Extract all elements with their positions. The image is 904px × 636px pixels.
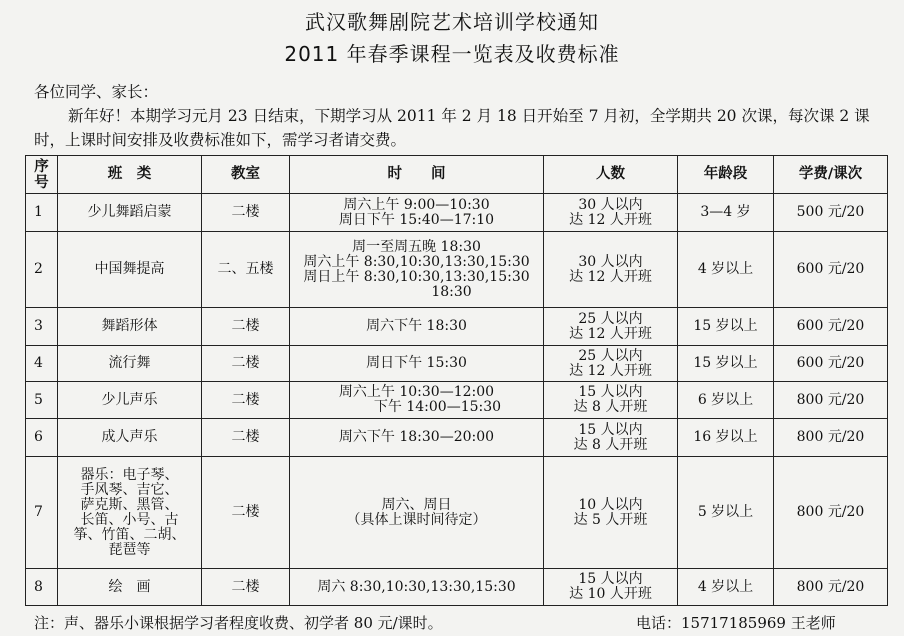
people-line: 30 人以内 — [578, 253, 643, 270]
time-line: 周六、周日 — [381, 496, 452, 513]
people-line: 10 人以内 — [578, 496, 643, 513]
people-line: 达 8 人开班 — [573, 399, 648, 415]
row-people — [544, 419, 678, 457]
time-line: 18:30 — [431, 283, 472, 300]
row-room: 二楼 — [202, 382, 290, 419]
row-room: 二楼 — [202, 457, 290, 569]
time-line: 周六上午 8:30,10:30,13:30,15:30 — [303, 253, 530, 270]
time-line: 周日下午 15:40—17:10 — [338, 211, 495, 228]
people-line: 25 人以内 — [578, 347, 643, 364]
people-line: 30 人以内 — [578, 196, 643, 213]
row-class: 少儿舞蹈启蒙 — [58, 194, 202, 232]
class-line: 长笛、小号、古 — [80, 511, 179, 528]
people-line: 15 人以内 — [578, 384, 643, 400]
row-no: 2 — [26, 232, 58, 308]
table-row — [26, 569, 888, 606]
row-room: 二、五楼 — [202, 232, 290, 308]
people-line: 达 8 人开班 — [573, 436, 648, 453]
row-no: 7 — [26, 457, 58, 569]
row-room: 二楼 — [202, 308, 290, 346]
time-line: 周六下午 18:30—20:00 — [338, 429, 495, 445]
row-people — [544, 382, 678, 419]
row-time — [290, 346, 544, 382]
table-row — [26, 308, 888, 346]
row-age: 15 岁以上 — [678, 346, 774, 382]
table-row — [26, 194, 888, 232]
table-row — [26, 457, 888, 569]
row-time — [290, 232, 544, 308]
table-row — [26, 382, 888, 419]
time-line: 周一至周五晚 18:30 — [352, 238, 481, 255]
time-line: 周六上午 10:30—12:00 — [338, 384, 495, 400]
people-line: 25 人以内 — [578, 310, 643, 327]
table-row — [26, 346, 888, 382]
header-people: 人数 — [544, 156, 678, 194]
time-line: （具体上课时间待定） — [346, 511, 487, 528]
title-line-1: 武汉歌舞剧院艺术培训学校通知 — [305, 10, 599, 34]
people-line: 达 12 人开班 — [569, 362, 652, 379]
people-line: 15 人以内 — [578, 421, 643, 438]
row-fee: 600 元/20 — [774, 346, 888, 382]
class-line: 手风琴、吉它、 — [80, 481, 179, 498]
row-time — [290, 194, 544, 232]
row-class: 流行舞 — [58, 346, 202, 382]
row-people — [544, 346, 678, 382]
row-age: 4 岁以上 — [678, 569, 774, 606]
header-class: 班 类 — [58, 156, 202, 194]
header-room: 教室 — [202, 156, 290, 194]
row-class: 少儿声乐 — [58, 382, 202, 419]
row-age: 16 岁以上 — [678, 419, 774, 457]
row-no: 6 — [26, 419, 58, 457]
row-no: 3 — [26, 308, 58, 346]
header-time: 时 间 — [290, 156, 544, 194]
row-fee: 800 元/20 — [774, 382, 888, 419]
row-class: 成人声乐 — [58, 419, 202, 457]
people-line: 达 5 人开班 — [573, 511, 648, 528]
row-class — [58, 457, 202, 569]
people-line: 15 人以内 — [578, 571, 643, 587]
row-time — [290, 569, 544, 606]
row-fee: 600 元/20 — [774, 232, 888, 308]
header-fee: 学费/课次 — [774, 156, 888, 194]
row-class: 舞蹈形体 — [58, 308, 202, 346]
row-fee: 600 元/20 — [774, 308, 888, 346]
row-people — [544, 308, 678, 346]
class-line: 筝、竹笛、二胡、 — [73, 526, 186, 543]
people-line: 达 12 人开班 — [569, 325, 652, 342]
people-line: 达 10 人开班 — [569, 586, 652, 602]
people-line: 达 12 人开班 — [569, 211, 652, 228]
row-no: 1 — [26, 194, 58, 232]
row-fee: 800 元/20 — [774, 419, 888, 457]
footer-phone: 电话：15717185969 王老师 — [636, 614, 836, 632]
time-line: 周六上午 9:00—10:30 — [343, 196, 490, 213]
time-line: 周六下午 18:30 — [366, 318, 467, 334]
row-no: 5 — [26, 382, 58, 419]
schedule-table — [25, 155, 888, 606]
time-line: 周日上午 8:30,10:30,13:30,15:30 — [303, 268, 530, 285]
people-line: 达 12 人开班 — [569, 268, 652, 285]
row-room: 二楼 — [202, 346, 290, 382]
header-no: 序号 — [26, 156, 58, 194]
header-age: 年龄段 — [678, 156, 774, 194]
row-age: 6 岁以上 — [678, 382, 774, 419]
row-age: 5 岁以上 — [678, 457, 774, 569]
row-fee: 800 元/20 — [774, 457, 888, 569]
row-age: 15 岁以上 — [678, 308, 774, 346]
row-age: 3—4 岁 — [678, 194, 774, 232]
intro-paragraph: 新年好！本期学习元月 23 日结束，下期学习从 2011 年 2 月 18 日开始至 7 月初，全学期共 20 次课，每次课 2 课时，上课时间安排及收费标准如下，需学习者请交费。 — [34, 107, 870, 149]
table-row — [26, 419, 888, 457]
row-class: 绘 画 — [58, 569, 202, 606]
table-header-row — [26, 156, 888, 194]
time-line: 周六 8:30,10:30,13:30,15:30 — [317, 578, 516, 595]
row-fee: 500 元/20 — [774, 194, 888, 232]
row-no: 4 — [26, 346, 58, 382]
row-time — [290, 419, 544, 457]
greeting: 各位同学、家长： — [34, 83, 159, 101]
row-fee: 800 元/20 — [774, 569, 888, 606]
row-time — [290, 308, 544, 346]
class-line: 琵琶等 — [108, 541, 151, 558]
title-line-2: 2011 年春季课程一览表及收费标准 — [284, 42, 620, 66]
row-room: 二楼 — [202, 569, 290, 606]
row-age: 4 岁以上 — [678, 232, 774, 308]
time-line: 下午 14:00—15:30 — [373, 399, 502, 415]
time-line: 周日下午 15:30 — [366, 355, 467, 371]
class-line: 器乐：电子琴、 — [80, 466, 179, 483]
table-row — [26, 232, 888, 308]
row-people — [544, 569, 678, 606]
row-room: 二楼 — [202, 194, 290, 232]
row-time — [290, 382, 544, 419]
row-people — [544, 232, 678, 308]
row-no: 8 — [26, 569, 58, 606]
row-people — [544, 194, 678, 232]
row-room: 二楼 — [202, 419, 290, 457]
row-class: 中国舞提高 — [58, 232, 202, 308]
class-line: 萨克斯、黑管、 — [80, 496, 179, 513]
row-people — [544, 457, 678, 569]
footer-note: 注：声、器乐小课根据学习者程度收费、初学者 80 元/课时。 — [34, 614, 443, 632]
row-time — [290, 457, 544, 569]
